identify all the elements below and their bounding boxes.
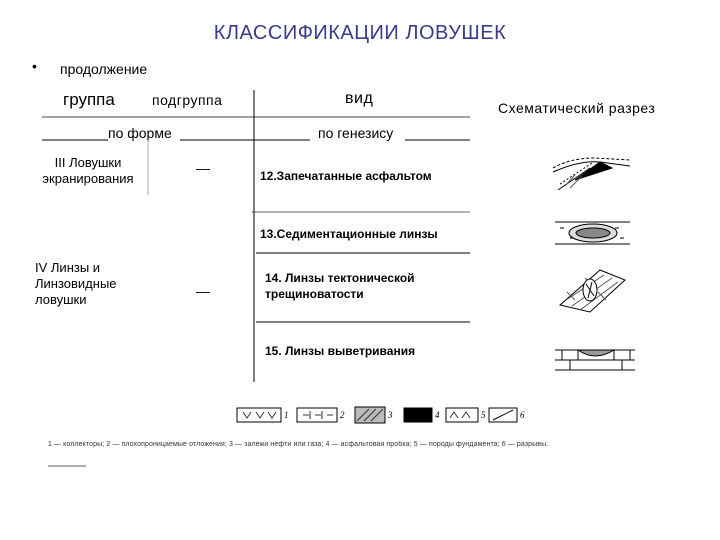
legend-number-4: 4 <box>435 410 440 420</box>
legend-number-6: 6 <box>520 410 525 420</box>
header-group: группа <box>63 90 115 109</box>
item-13: 13.Седиментационные линзы <box>260 227 438 241</box>
group-4-subgroup: — <box>196 283 210 299</box>
header-by-genesis: по генезису <box>318 125 394 141</box>
legend-4-asphalt <box>404 408 432 422</box>
scheme-14-tectonic-lens <box>560 270 625 312</box>
table-lines <box>42 90 470 382</box>
scheme-15-weathering-lens <box>555 350 635 370</box>
header-type: вид <box>345 90 374 107</box>
header-subgroup: подгруппа <box>152 92 223 108</box>
group-3-subgroup: — <box>196 160 210 176</box>
legend-number-5: 5 <box>481 410 486 420</box>
scheme-12-asphalt-sealed <box>553 158 630 190</box>
header-by-form: по форме <box>108 125 172 141</box>
legend-caption: 1 — коллекторы; 2 — плохопроницаемые отложения; 3 — залежи нефти или газа; 4 — асфальтовая пробка; 5 — породы фундамента; 6 — разрывы. <box>48 441 549 448</box>
legend-number-3: 3 <box>388 410 393 420</box>
subtitle: продолжение <box>60 61 148 77</box>
group-4-label: IV Линзы и Линзовидные ловушки <box>35 260 117 307</box>
header-scheme: Схематический разрез <box>498 100 656 116</box>
page-title: КЛАССИФИКАЦИИ ЛОВУШЕК <box>213 22 507 44</box>
legend-5-basement <box>446 408 478 422</box>
item-15: 15. Линзы выветривания <box>265 344 416 358</box>
bullet-marker: • <box>32 58 37 74</box>
group-3-label: III Ловушки экранирования <box>42 155 134 186</box>
item-14: 14. Линзы тектонической трещиноватости <box>265 271 415 301</box>
legend-number-2: 2 <box>340 410 345 420</box>
scheme-13-sedimentary-lens <box>555 222 630 244</box>
legend <box>237 407 517 423</box>
legend-number-1: 1 <box>284 410 289 420</box>
item-12: 12.Запечатанные асфальтом <box>260 169 432 183</box>
